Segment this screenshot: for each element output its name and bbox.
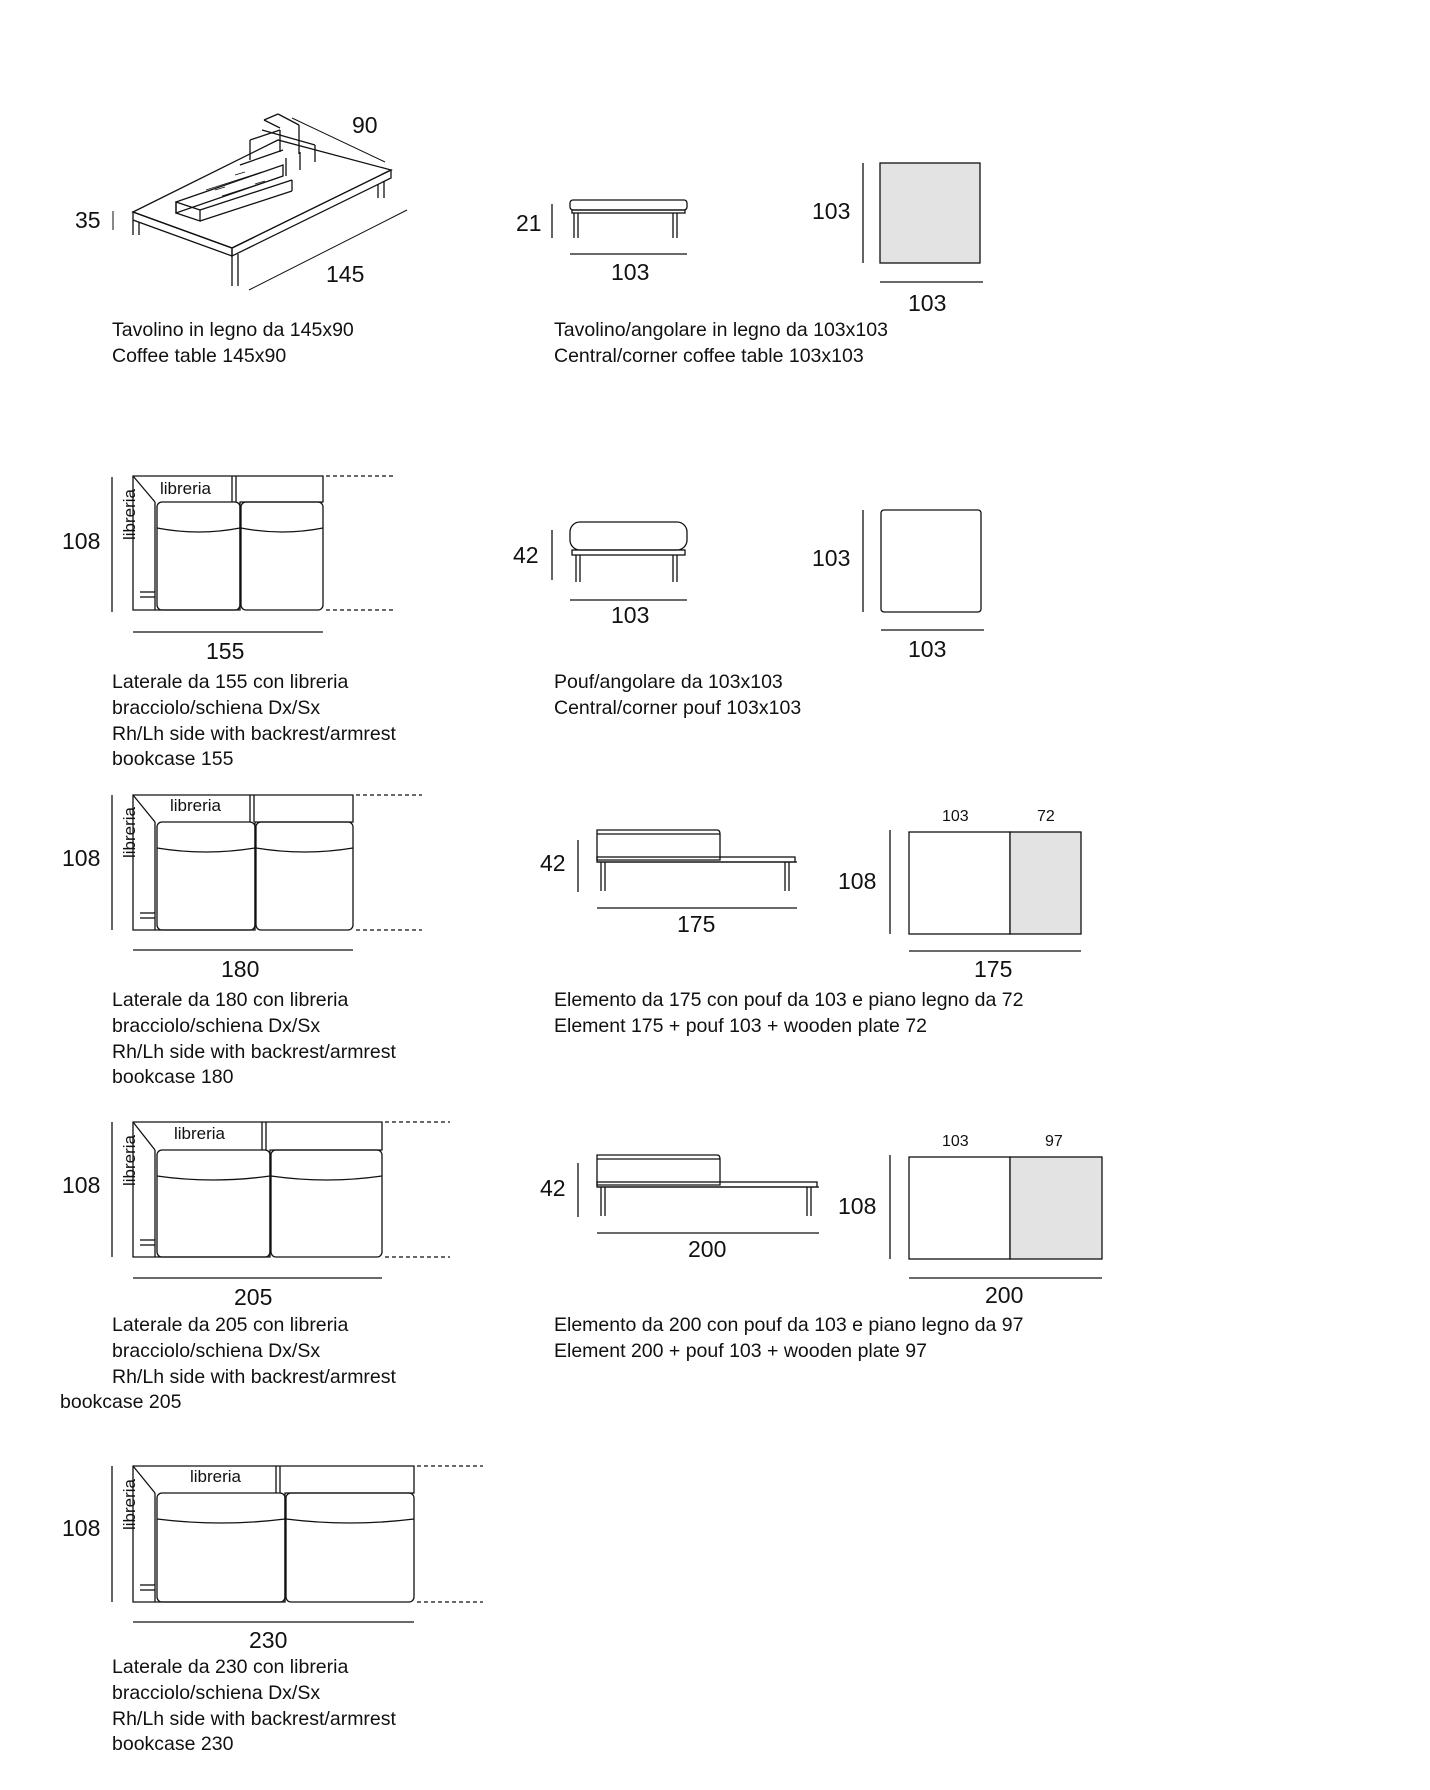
- side-180-plan: [112, 795, 422, 950]
- side-180-width-dim: 180: [221, 956, 260, 982]
- element-200-pouf-segment-dim: 103: [942, 1133, 969, 1150]
- side-155-bookcase-label-top: libreria: [160, 479, 212, 498]
- corner-table-caption: [554, 318, 888, 370]
- caption-line-it: Elemento da 200 con pouf da 103 e piano legno da 97: [554, 1314, 1024, 1336]
- corner-table-side-view: [552, 200, 687, 254]
- caption-line: Laterale da 155 con libreria: [112, 671, 349, 693]
- coffee-table-height-dim: 35: [75, 207, 101, 233]
- side-180-caption: [112, 988, 396, 1091]
- caption-line: Rh/Lh side with backrest/armrest: [112, 1040, 396, 1063]
- side-205-width-dim: 205: [234, 1284, 273, 1310]
- side-155-caption: [112, 670, 396, 773]
- caption-line: bookcase 205: [60, 1391, 182, 1414]
- side-230-depth-dim: 108: [62, 1515, 101, 1541]
- side-180-bookcase-label-top: libreria: [170, 796, 222, 815]
- element-200-plan-view: [890, 1155, 1102, 1278]
- caption-line-en: Central/corner pouf 103x103: [554, 696, 802, 719]
- side-155-plan: [112, 476, 393, 632]
- pouf-caption: [554, 670, 801, 722]
- caption-line-en: Central/corner coffee table 103x103: [554, 344, 864, 367]
- side-205-bookcase-label-side: libreria: [120, 1134, 139, 1186]
- element-200-caption: [554, 1313, 1023, 1365]
- side-155-width-dim: 155: [206, 638, 245, 664]
- caption-line: Rh/Lh side with backrest/armrest: [112, 1365, 396, 1388]
- caption-line: bracciolo/schiena Dx/Sx: [112, 1339, 321, 1362]
- side-180-depth-dim: 108: [62, 845, 101, 871]
- caption-line: bookcase 155: [112, 748, 234, 771]
- pouf-plan-depth-dim: 103: [812, 545, 851, 571]
- caption-line: bracciolo/schiena Dx/Sx: [112, 1014, 321, 1037]
- caption-line-en: Element 175 + pouf 103 + wooden plate 72: [554, 1014, 927, 1037]
- corner-table-side-width-dim: 103: [611, 259, 650, 285]
- caption-line: bracciolo/schiena Dx/Sx: [112, 696, 321, 719]
- side-230-width-dim: 230: [249, 1627, 288, 1653]
- side-205-bookcase-label-top: libreria: [174, 1124, 226, 1143]
- element-200-plan-depth-dim: 108: [838, 1193, 877, 1219]
- element-200-plate-segment-dim: 97: [1045, 1133, 1063, 1150]
- caption-line: Laterale da 180 con libreria: [112, 989, 349, 1011]
- element-175-plan-width-dim: 175: [974, 956, 1013, 982]
- side-230-plan: [112, 1466, 483, 1622]
- pouf-side-width-dim: 103: [611, 602, 650, 628]
- side-205-depth-dim: 108: [62, 1172, 101, 1198]
- side-230-caption: [112, 1655, 396, 1758]
- corner-table-plan-width-dim: 103: [908, 290, 947, 316]
- side-205-plan: [112, 1122, 450, 1278]
- element-200-side-view: [578, 1155, 819, 1233]
- element-175-side-view: [578, 830, 797, 908]
- element-200-side-width-dim: 200: [688, 1236, 727, 1262]
- side-180-bookcase-label-side: libreria: [120, 806, 139, 858]
- pouf-side-view: [552, 522, 687, 600]
- caption-line: Laterale da 205 con libreria: [112, 1314, 349, 1336]
- element-175-side-height-dim: 42: [540, 850, 566, 876]
- caption-line: bookcase 230: [112, 1733, 234, 1756]
- caption-line: bracciolo/schiena Dx/Sx: [112, 1681, 321, 1704]
- corner-table-side-height-dim: 21: [516, 210, 542, 236]
- element-200-side-height-dim: 42: [540, 1175, 566, 1201]
- side-155-bookcase-label-side: libreria: [120, 488, 139, 540]
- caption-line: bookcase 180: [112, 1066, 234, 1089]
- element-175-plan-view: [890, 830, 1081, 951]
- caption-line-it: Pouf/angolare da 103x103: [554, 671, 783, 693]
- caption-line-en: Coffee table 145x90: [112, 344, 287, 367]
- pouf-plan-view: [863, 510, 984, 630]
- caption-line-it: Tavolino in legno da 145x90: [112, 319, 354, 341]
- element-200-plan-width-dim: 200: [985, 1282, 1024, 1308]
- side-155-depth-dim: 108: [62, 528, 101, 554]
- pouf-side-height-dim: 42: [513, 542, 539, 568]
- corner-table-plan-view: [863, 163, 983, 282]
- side-205-caption: [60, 1313, 396, 1416]
- pouf-plan-width-dim: 103: [908, 636, 947, 662]
- caption-line: Laterale da 230 con libreria: [112, 1656, 349, 1678]
- caption-line: Rh/Lh side with backrest/armrest: [112, 1707, 396, 1730]
- corner-table-plan-depth-dim: 103: [812, 198, 851, 224]
- caption-line-it: Tavolino/angolare in legno da 103x103: [554, 319, 888, 341]
- side-230-bookcase-label-side: libreria: [120, 1478, 139, 1530]
- element-175-side-width-dim: 175: [677, 911, 716, 937]
- element-175-caption: [554, 988, 1023, 1040]
- coffee-table-length-dim: 145: [326, 261, 365, 287]
- caption-line-it: Elemento da 175 con pouf da 103 e piano legno da 72: [554, 989, 1024, 1011]
- element-175-pouf-segment-dim: 103: [942, 808, 969, 825]
- coffee-table-caption: [112, 318, 354, 370]
- element-175-plan-depth-dim: 108: [838, 868, 877, 894]
- coffee-table-width-dim: 90: [352, 112, 378, 138]
- caption-line: Rh/Lh side with backrest/armrest: [112, 722, 396, 745]
- caption-line-en: Element 200 + pouf 103 + wooden plate 97: [554, 1339, 927, 1362]
- element-175-plate-segment-dim: 72: [1037, 808, 1055, 825]
- side-230-bookcase-label-top: libreria: [190, 1467, 242, 1486]
